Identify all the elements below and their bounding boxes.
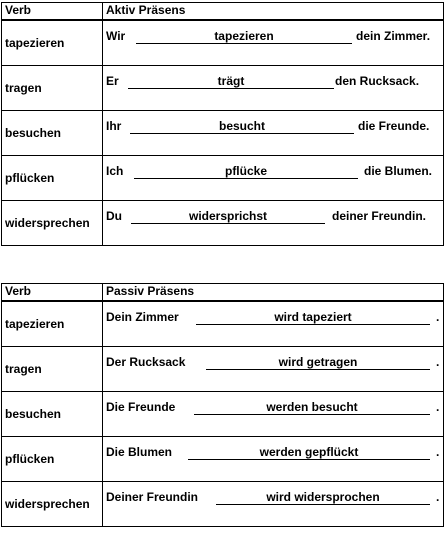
- answer-text: widersprichst: [188, 209, 268, 223]
- answer-text: pflücke: [224, 164, 267, 178]
- sentence-prefix: Ich: [106, 164, 124, 178]
- sentence-suffix: .: [436, 490, 440, 504]
- sentence-prefix: Der Rucksack: [106, 355, 186, 369]
- sentence-suffix: .: [436, 400, 440, 414]
- aktiv-header-row: [2, 3, 444, 21]
- verb-cell: widersprechen: [2, 201, 103, 246]
- answer-blank[interactable]: [131, 209, 325, 224]
- sentence-cell: [103, 347, 444, 392]
- answer-blank[interactable]: [136, 29, 352, 44]
- answer-text: trägt: [217, 74, 245, 88]
- table-row: [2, 201, 444, 246]
- sentence-suffix: .: [436, 310, 440, 324]
- sentence-prefix: Dein Zimmer: [106, 310, 179, 324]
- header-form: Aktiv Präsens: [103, 3, 444, 21]
- sentence-suffix: den Rucksack.: [335, 74, 420, 88]
- verb-cell: pflücken: [2, 437, 103, 482]
- sentence-cell: [103, 482, 444, 527]
- answer-blank[interactable]: [216, 490, 430, 505]
- answer-text: wird widersprochen: [266, 490, 380, 504]
- sentence-prefix: Die Blumen: [106, 445, 173, 459]
- table-row: [2, 156, 444, 201]
- sentence-cell: [103, 301, 444, 347]
- sentence-suffix: .: [436, 355, 440, 369]
- passiv-header-row: [2, 284, 444, 302]
- sentence-prefix: Deiner Freundin: [106, 490, 199, 504]
- sentence-cell: [103, 156, 444, 201]
- sentence-suffix: deiner Freundin.: [332, 209, 427, 223]
- table-row: [2, 111, 444, 156]
- table-row: [2, 66, 444, 111]
- verb-cell: pflücken: [2, 156, 103, 201]
- answer-text: wird getragen: [278, 355, 358, 369]
- sentence-cell: [103, 437, 444, 482]
- sentence-suffix: dein Zimmer.: [356, 29, 431, 43]
- verb-cell: tragen: [2, 347, 103, 392]
- sentence-cell: [103, 392, 444, 437]
- answer-text: werden gepflückt: [259, 445, 359, 459]
- sentence-prefix: Du: [106, 209, 122, 223]
- header-form: Passiv Präsens: [103, 284, 444, 302]
- sentence-cell: [103, 111, 444, 156]
- sentence-prefix: Die Freunde: [106, 400, 176, 414]
- sentence-prefix: Ihr: [106, 119, 122, 133]
- verb-cell: besuchen: [2, 392, 103, 437]
- passiv-table: [1, 283, 444, 527]
- table-row: [2, 347, 444, 392]
- verb-cell: besuchen: [2, 111, 103, 156]
- answer-text: wird tapeziert: [274, 310, 352, 324]
- answer-text: tapezieren: [214, 29, 274, 43]
- header-verb: Verb: [2, 284, 103, 302]
- answer-blank[interactable]: [130, 119, 354, 134]
- answer-text: werden besucht: [266, 400, 358, 414]
- answer-blank[interactable]: [134, 164, 358, 179]
- sentence-cell: [103, 201, 444, 246]
- table-row: [2, 301, 444, 347]
- answer-text: besucht: [218, 119, 265, 133]
- sentence-prefix: Er: [106, 74, 119, 88]
- answer-blank[interactable]: [206, 355, 430, 370]
- answer-blank[interactable]: [128, 74, 334, 89]
- verb-cell: widersprechen: [2, 482, 103, 527]
- header-verb: Verb: [2, 3, 103, 21]
- answer-blank[interactable]: [196, 310, 430, 325]
- sentence-cell: [103, 66, 444, 111]
- sentence-suffix: die Blumen.: [364, 164, 433, 178]
- sentence-prefix: Wir: [106, 29, 126, 43]
- sentence-suffix: .: [436, 445, 440, 459]
- answer-blank[interactable]: [194, 400, 430, 415]
- verb-cell: tapezieren: [2, 20, 103, 66]
- answer-blank[interactable]: [188, 445, 430, 460]
- sentence-suffix: die Freunde.: [358, 119, 430, 133]
- table-row: [2, 20, 444, 66]
- table-row: [2, 482, 444, 527]
- table-row: [2, 437, 444, 482]
- table-row: [2, 392, 444, 437]
- verb-cell: tragen: [2, 66, 103, 111]
- aktiv-table: [1, 2, 444, 246]
- verb-cell: tapezieren: [2, 301, 103, 347]
- sentence-cell: [103, 20, 444, 66]
